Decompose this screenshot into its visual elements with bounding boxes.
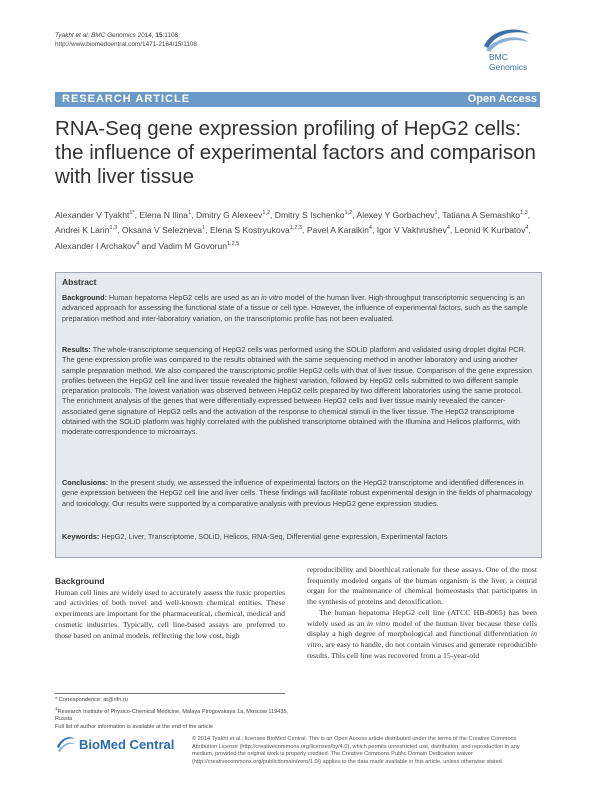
author-name: Leonid K Kurbatov [454, 225, 526, 236]
abstract-results-text: The whole-transcriptome sequencing of HepG2 cells was performed using the SOLiD platform and validated using droplet digital PCR. The gene expression profile was compared to the results obtained with the same sequencing method in another laboratory and using another sample preparation method. We also compared the transcriptomic profile HepG2 cells with that of liver tissue. Comparison of the gene expression profiles between the HepG2 cell line and liver tissue revealed the highest variation, followed by HepG2 cells submitted to two different sample preparation protocols. The lowest variation was observed between HepG2 cells prepared by two different laboratories using the same protocol. The enrichment analysis of the genes that were differentially expressed between HepG2 cells and liver tissue mainly revealed the cancer-associated gene signature of HepG2 cells and the activation of the response to chemical stimuli in the liver tissue. The HepG2 transcriptome obtained with the SOLiD platform was highly correlated with the published transcriptome obtained with the Illumina and Helicos platforms, with moderate correspondence to microarrays. [62, 345, 532, 437]
publisher-name: BioMed Central [79, 737, 175, 752]
abstract-keywords [62, 532, 534, 542]
citation-journal: Tyakht et al. BMC Genomics [55, 32, 136, 39]
author-name: Tatiana A Semashko [442, 209, 521, 220]
author-affiliation-sup: 4 [446, 225, 450, 232]
abstract-results [62, 345, 534, 438]
right-paragraph-2-italic-1: in vitro [366, 618, 391, 628]
full-list-note: Full list of author information is available at the end of the article [55, 724, 213, 731]
author-name: Dmitry S Ischenko [274, 209, 345, 220]
abstract-background-text-2: model of the human liver. High-throughput transcriptomic sequencing is an advanced approach for assessing the functional state of a tissue or cell type. However, the influence of experimental factors, such as the sample preparation method and inter-laboratory variation, on the transcriptomic profile has not been evaluated. [62, 293, 528, 323]
author-affiliation-sup: 4 [368, 225, 372, 232]
right-paragraph-2-text-a: The human hepatoma HepG2 cell line (ATCC HB-8065) has been widely used as an [307, 607, 537, 628]
author-affiliation-sup: 1,2,3 [289, 225, 303, 232]
article-url[interactable]: http://www.biomedcentral.com/1471-2164/15/1108 [55, 41, 197, 48]
article-type-label: RESEARCH ARTICLE [62, 93, 191, 105]
right-paragraph-2-text-b: model of the human liver because these cells display a high degree of morphological and functional differentiation [307, 618, 538, 639]
author-affiliation-sup: 1,3 [520, 210, 528, 216]
logo-text-bmc: BMC [489, 52, 508, 62]
author-affiliation-sup: 1 [188, 210, 192, 216]
right-paragraph-2-italic-2: in vitro [307, 629, 537, 649]
author-affiliation-sup: 1,2 [344, 210, 353, 216]
biomed-central-logo [55, 735, 175, 755]
affiliation-text: Research Institute of Physico-Chemical Medicine, Malaya Pirogovskaya 1a, Moscow 119435, Russia [55, 708, 289, 723]
author-affiliation-sup: 4 [525, 225, 529, 232]
citation-volume: 15 [155, 32, 163, 39]
author-affiliation-sup: 1 [434, 210, 438, 216]
author-name: Alexander V Tyakht [55, 209, 130, 220]
citation-page: :1108 [162, 32, 179, 39]
author-affiliation-sup: 1,3 [109, 225, 118, 232]
author-name: Igor V Vakhrushev [376, 225, 447, 236]
affiliation-note [55, 705, 290, 724]
abstract-background-text: Human hepatoma HepG2 cells are used as an [107, 293, 262, 302]
license-statement: © 2014 Tyakht et al.; licensee BioMed Central. This is an Open Access article distributed under the terms of the Creative Commons Attribution License (http://creativecommons.org/licenses/by/4.0), which permits unrestricted use, distribution, and reproduction in any medium, provided the original work is properly credited. The Creative Commons Public Domain Dedication waiver (http://creativecommons.org/publicdomain/zero/1.0/) applies to the data made available in this article, unless otherwise stated. [192, 736, 520, 765]
background-heading: Background [55, 576, 105, 586]
citation-year: 2014, [137, 32, 154, 39]
author-name: Elena S Kostryukova [210, 225, 290, 236]
abstract-heading: Abstract [62, 277, 97, 287]
author-name: Pavel A Karalkin [306, 225, 369, 236]
affiliation-sup: 1 [55, 705, 58, 711]
author-affiliation-sup: 1,2 [262, 210, 270, 216]
article-title: RNA-Seq gene expression profiling of HepG2 cells: the influence of experimental factors and comparison with liver tissue [55, 117, 536, 188]
right-paragraph-2-text-c: , are easy to handle, do not contain viruses and generate reproducible results. This cell line was recovered from a 15-year-old [307, 639, 537, 660]
author-name: Elena N Ilina [139, 209, 189, 220]
abstract-results-label: Results: [62, 345, 91, 354]
author-name: Alexander I Archakov [55, 240, 137, 251]
author-name: Oksana V Selezneva [121, 225, 203, 236]
abstract-conclusions [62, 478, 534, 509]
author-name: Vadim M Govorun [158, 240, 228, 251]
abstract-keywords-label: Keywords: [62, 532, 100, 541]
background-paragraph: Human cell lines are widely used to accurately assess the toxic properties and activities of both novel and well-known chemical entities. These experiments are important for the pharmaceutical, chemical, medical and cosmetic industries. Typically, cell line-based assays are preferred to those based on animal models, reflecting the low cost, high [55, 587, 285, 640]
author-list: Alexander V Tyakht$^{1*}$, Elena N Ilina$^1$, Dmitry G Alexeev$^{1,2}$, Dmitry S Ischenko$^{1,2}$, Alexey Y Gorbachev$^1$, Tatiana A Semashko$^{1,3}$, Andrei K Larin$^{1,3}$, Oksana V Selezneva$^1$, Elena S Kostryukova$^{1,2,3}$, Pavel A Karalkin$^4$, Igor V Vakhrushev$^4$, Leonid K Kurbatov$^4$, Alexander I Archakov$^4$ and Vadim M Govorun$^{1,2,5}$ [55, 209, 531, 251]
author-name: Dmitry G Alexeev [195, 209, 263, 220]
footnotes [55, 697, 290, 732]
open-access-label: Open Access [467, 93, 537, 105]
author-name: Andrei K Larin [55, 225, 110, 236]
body-left-column [55, 576, 285, 641]
abstract-conclusions-label: Conclusions: [62, 478, 109, 487]
right-paragraph-1: reproducibility and bioethical rationale for these assays. One of the most frequently modeled organs of the human organism is the liver, a central organ for the maintenance of chemical homeostasis that participates in the synthesis of proteins and detoxification. [307, 565, 537, 607]
citation-line [55, 32, 178, 40]
body-right-column [307, 565, 537, 661]
abstract-background-label: Background: [62, 293, 107, 302]
logo-text-genomics: Genomics [489, 62, 528, 72]
bmc-genomics-logo [478, 24, 548, 80]
author-affiliation-sup: 1 [202, 225, 206, 232]
abstract-background [62, 293, 534, 324]
abstract-keywords-text: HepG2, Liver, Transcriptome, SOLiD, Helicos, RNA-Seq, Differential gene expression, Experimental factors [99, 532, 448, 541]
author-affiliation-sup: 1* [129, 210, 135, 216]
abstract-conclusions-text: In the present study, we assessed the influence of experimental factors on the HepG2 transcriptome and identified differences in gene expression between the HepG2 cell line and liver cells. These findings will facilitate robust experimental design in the fields of pharmacology and toxicology. Our results were supported by a comparative analysis with previous HepG2 gene expression studies. [62, 478, 532, 508]
author-affiliation-sup: 1,2,5 [227, 240, 240, 247]
correspondence-note[interactable]: * Correspondence: at@rifn.ru [55, 697, 128, 703]
footnote-divider [55, 693, 285, 694]
biomed-central-swoosh-icon [55, 735, 77, 755]
abstract-background-italic: in vitro [261, 293, 283, 302]
author-affiliation-sup: 4 [136, 240, 140, 247]
right-paragraph-2 [307, 608, 537, 662]
author-name: Alexey Y Gorbachev [356, 209, 435, 220]
